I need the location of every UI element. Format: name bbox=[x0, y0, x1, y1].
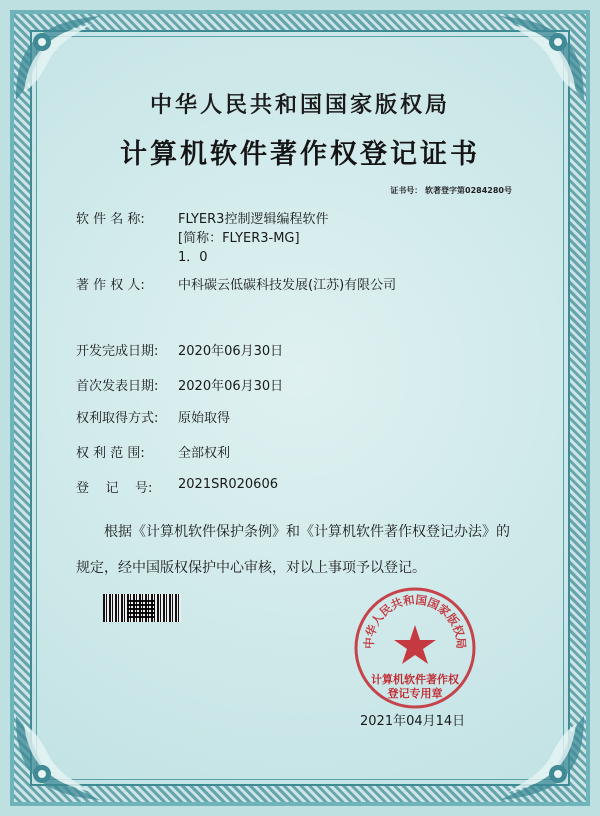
completion-date-label: 开发完成日期: bbox=[76, 344, 159, 359]
owner-label: 著 作 权 人: bbox=[76, 278, 145, 293]
declaration-line-2: 规定，经中国版权保护中心审核，对以上事项予以登记。 bbox=[76, 560, 426, 576]
software-name-value: FLYER3控制逻辑编程软件 bbox=[178, 212, 329, 227]
software-short-name: [简称：FLYER3-MG] bbox=[178, 231, 300, 246]
declaration-line-1: 根据《计算机软件保护条例》和《计算机软件著作权登记办法》的 bbox=[104, 524, 510, 540]
barcode-icon bbox=[103, 594, 181, 622]
scope-value: 全部权利 bbox=[178, 446, 231, 461]
certificate-title: 计算机软件著作权登记证书 bbox=[120, 139, 480, 170]
corner-ornament-icon bbox=[496, 712, 588, 804]
issuer-title: 中华人民共和国国家版权局 bbox=[149, 93, 450, 118]
owner-value: 中科碳云低碳科技发展(江苏)有限公司 bbox=[178, 278, 397, 293]
seal-inner-line-1: 计算机软件著作权 bbox=[371, 673, 459, 686]
corner-ornament-icon bbox=[12, 712, 104, 804]
scope-label: 权 利 范 围: bbox=[76, 446, 145, 461]
seal-ring-text: 中华人民共和国国家版权局 bbox=[361, 592, 469, 650]
seal-inner-line-2: 登记专用章 bbox=[387, 687, 443, 700]
acquisition-label: 权利取得方式: bbox=[76, 411, 159, 426]
certificate-number: 证书号： 软著登字第0284280号 bbox=[390, 186, 512, 195]
publication-date-value: 2020年06月30日 bbox=[178, 379, 284, 394]
software-version: 1．0 bbox=[178, 250, 208, 265]
software-name-label: 软 件 名 称: bbox=[76, 212, 145, 227]
registration-label: 登 记 号: bbox=[76, 481, 153, 496]
issue-date: 2021年04月14日 bbox=[360, 714, 466, 729]
publication-date-label: 首次发表日期: bbox=[76, 379, 159, 394]
completion-date-value: 2020年06月30日 bbox=[178, 344, 284, 359]
acquisition-value: 原始取得 bbox=[178, 411, 231, 426]
registration-value: 2021SR020606 bbox=[178, 477, 278, 492]
